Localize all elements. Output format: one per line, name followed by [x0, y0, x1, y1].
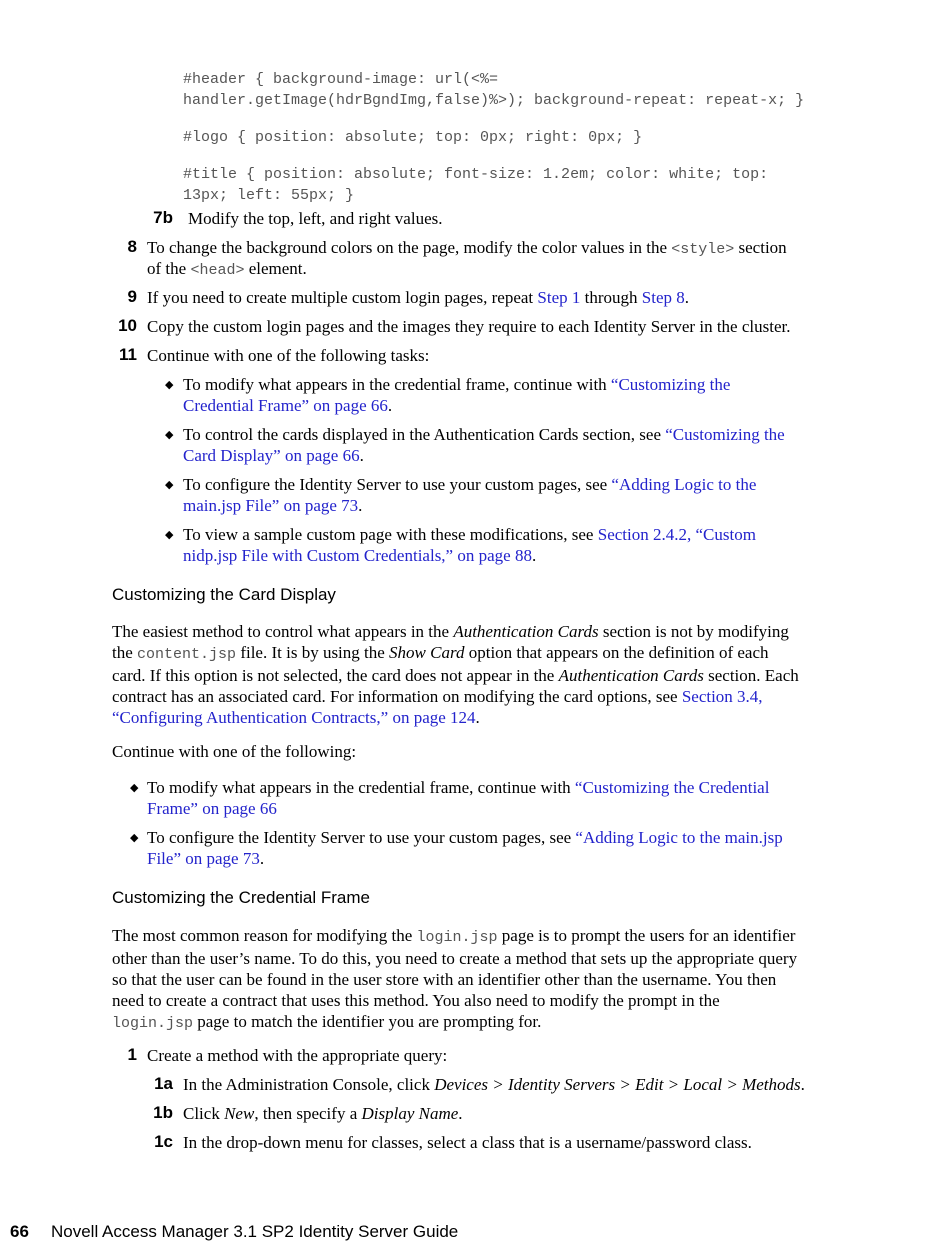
- cross-ref-link[interactable]: “Adding Logic to the main.jsp: [575, 828, 783, 847]
- step-text: In the Administration Console, click Devices > Identity Servers > Edit > Local > Methods.: [183, 1075, 805, 1094]
- step-number: 1c: [154, 1132, 173, 1151]
- paragraph: The most common reason for modifying the login.jsp page is to prompt the users for an identifier other than the user’s name. To do this, you need to create a method that sets up the appropriate query so that the user can be found in the user store with an identifier other than the username. You then need to create a contract that uses this method. You also need to modify the prompt in the login.jsp page to match the identifier you are prompting for.: [112, 926, 798, 1032]
- cross-ref-link[interactable]: “Customizing the: [665, 425, 785, 444]
- step-text: Create a method with the appropriate query:: [147, 1046, 448, 1065]
- step-number: 9: [127, 287, 137, 306]
- cross-ref-link[interactable]: Card Display” on page 66: [183, 446, 360, 465]
- step-text: Click New, then specify a Display Name.: [183, 1104, 463, 1123]
- code-line: #title { position: absolute; font-size: 1.2em; color: white; top:: [183, 166, 769, 183]
- section-heading: Customizing the Credential Frame: [112, 888, 370, 907]
- code-line: 13px; left: 55px; }: [183, 187, 355, 204]
- bullet-icon: ◆: [130, 782, 139, 794]
- bullet-icon: ◆: [165, 529, 174, 541]
- step-number: 8: [127, 237, 137, 256]
- list-item: nidp.jsp File with Custom Credentials,” on page 88.: [183, 546, 537, 565]
- step-number: 10: [118, 316, 137, 335]
- cross-ref-link[interactable]: Frame” on page 66: [147, 799, 277, 818]
- step-text: If you need to create multiple custom login pages, repeat Step 1 through Step 8.: [147, 288, 690, 307]
- cross-ref-link[interactable]: Section 3.4,: [681, 687, 763, 706]
- step-text: Continue with one of the following tasks:: [147, 346, 430, 365]
- list-item: [147, 798, 277, 819]
- step-text: To change the background colors on the page, modify the color values in the <style> section: [147, 238, 787, 258]
- list-item: To view a sample custom page with these modifications, see Section 2.4.2, “Custom: [183, 525, 756, 544]
- list-item: File” on page 73.: [147, 849, 265, 868]
- list-item: To control the cards displayed in the Authentication Cards section, see “Customizing the: [183, 425, 785, 444]
- cross-ref-link[interactable]: “Configuring Authentication Contracts,” on page 124: [112, 708, 476, 727]
- bullet-icon: ◆: [165, 429, 174, 441]
- list-item: To configure the Identity Server to use your custom pages, see “Adding Logic to the: [183, 475, 757, 494]
- code-line: handler.getImage(hdrBgndImg,false)%>); background-repeat: repeat-x; }: [183, 92, 805, 109]
- list-item: main.jsp File” on page 73.: [183, 496, 363, 515]
- step-text: Copy the custom login pages and the images they require to each Identity Server in the cluster.: [147, 317, 791, 336]
- code-line: #header { background-image: url(<%=: [183, 71, 499, 88]
- cross-ref-link[interactable]: Section 2.4.2, “Custom: [597, 525, 756, 544]
- cross-ref-link[interactable]: nidp.jsp File with Custom Credentials,” on page 88: [183, 546, 532, 565]
- list-item: Card Display” on page 66.: [183, 446, 364, 465]
- footer-title: Novell Access Manager 3.1 SP2 Identity Server Guide: [51, 1222, 459, 1241]
- paragraph: The easiest method to control what appears in the Authentication Cards section is not by modifying the content.jsp file. It is by using the Show Card option that appears on the definition of each card. If this option is not selected, the card does not appear in the Authentication Cards section. Each contract has an associated card. For information on modifying the card options, see Section 3.4, “Configuring Authentication Contracts,” on page 124.: [112, 622, 799, 727]
- bullet-icon: ◆: [165, 479, 174, 491]
- menu-path: Devices > Identity Servers > Edit > Local > Methods: [434, 1075, 801, 1094]
- step-number: 1b: [153, 1103, 173, 1122]
- step-link[interactable]: Step 8: [641, 288, 685, 307]
- cross-ref-link[interactable]: “Customizing the Credential: [574, 778, 770, 797]
- list-item: Credential Frame” on page 66.: [183, 396, 393, 415]
- step-text: In the drop-down menu for classes, select a class that is a username/password class.: [183, 1133, 752, 1152]
- step-number: 1: [127, 1045, 137, 1064]
- bullet-icon: ◆: [165, 379, 174, 391]
- cross-ref-link[interactable]: main.jsp File” on page 73: [183, 496, 359, 515]
- step-number: 11: [119, 345, 137, 364]
- step-link[interactable]: Step 1: [537, 288, 581, 307]
- cross-ref-link[interactable]: “Adding Logic to the: [611, 475, 757, 494]
- list-item: To modify what appears in the credential frame, continue with “Customizing the Credential: [147, 778, 770, 797]
- paragraph: Continue with one of the following:: [112, 742, 357, 761]
- code-line: #logo { position: absolute; top: 0px; right: 0px; }: [183, 129, 643, 146]
- step-number: 1a: [154, 1074, 173, 1093]
- step-number: 7b: [153, 208, 173, 227]
- cross-ref-link[interactable]: File” on page 73: [147, 849, 260, 868]
- cross-ref-link[interactable]: “Customizing the: [610, 375, 731, 394]
- list-item: To modify what appears in the credential frame, continue with “Customizing the: [183, 375, 731, 394]
- footer-page-number: 66: [10, 1222, 29, 1241]
- cross-ref-link[interactable]: Credential Frame” on page 66: [183, 396, 388, 415]
- step-text: of the <head> element.: [147, 259, 307, 279]
- bullet-icon: ◆: [130, 832, 139, 844]
- section-heading: Customizing the Card Display: [112, 585, 336, 604]
- list-item: To configure the Identity Server to use your custom pages, see “Adding Logic to the main.jsp: [147, 828, 783, 847]
- step-text: Modify the top, left, and right values.: [188, 209, 443, 228]
